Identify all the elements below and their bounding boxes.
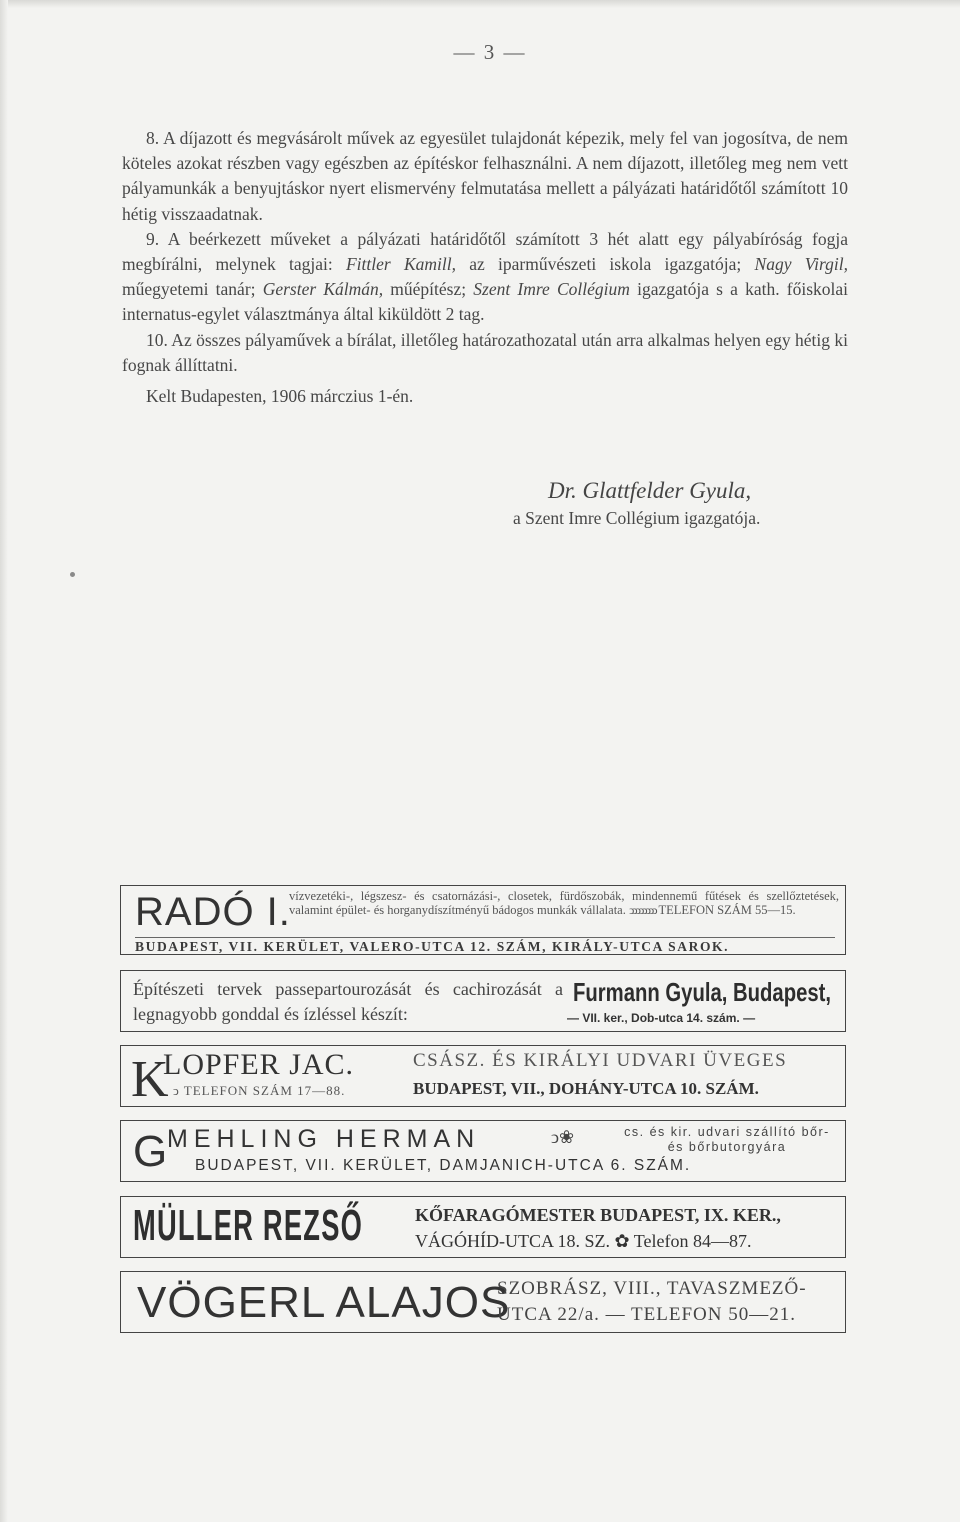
ad-vogerl	[120, 1271, 846, 1333]
collegium-name: Szent Imre Collégium	[473, 279, 630, 300]
page-number: — 3 —	[453, 40, 527, 64]
signature-name: Dr. Glattfelder Gyula,	[548, 478, 752, 503]
ad-furmann	[120, 970, 846, 1032]
rado-phone: TELEFON SZÁM 55—15.	[658, 903, 796, 917]
page-top-edge	[0, 0, 960, 8]
page-left-edge	[0, 0, 8, 1522]
ad-muller	[120, 1196, 846, 1258]
gmehling-name: MEHLING HERMAN	[167, 1125, 481, 1153]
ad-gmehling	[120, 1120, 846, 1182]
p9-text-a: 9. A beérkezett műveket a pályázati határidőtől számított 3 hét alatt egy pályabíróság fogja megbírálni, melynek tagjai:	[122, 228, 848, 275]
muller-name: MÜLLER REZSŐ	[133, 1201, 364, 1250]
ad-klopfer	[120, 1045, 846, 1107]
stray-ink-dot	[70, 572, 75, 577]
rado-description	[289, 889, 839, 917]
p9-text-d: műépítész;	[383, 279, 474, 300]
vogerl-address: UTCA 22/a. — TELEFON 50—21.	[497, 1304, 796, 1325]
juror-gerster: Gerster Kálmán,	[262, 279, 384, 300]
klopfer-phone: ↄ TELEFON SZÁM 17—88.	[173, 1083, 346, 1098]
swirl-ornament: ↄↄↄↄↄↄↄↄ	[628, 903, 656, 917]
signature-title: a Szent Imre Collégium igazgatója.	[513, 508, 761, 528]
p9-text-b: az iparművészeti iskola igazgatója;	[455, 254, 755, 275]
klopfer-name: LOPFER JAC.	[163, 1048, 355, 1081]
flourish-icon: ↄ❀	[551, 1127, 575, 1147]
p9-text-c: műegyetemi tanár;	[122, 279, 263, 300]
klopfer-initial: K	[131, 1051, 169, 1108]
juror-fittler: Fittler Kamill,	[345, 254, 456, 275]
furmann-name: Furmann Gyula, Budapest,	[573, 977, 832, 1007]
paragraph-10: 10. Az összes pályaművek a bírálat, illetőleg határozathozatal után arra alkalmas helyen egy hétig ki fognak állíttatni.	[122, 329, 848, 375]
vogerl-name: VÖGERL ALAJOS	[137, 1278, 511, 1327]
paragraph-8: 8. A díjazott és megvásárolt művek az egyesület tulajdonát képezik, mely fel van jogosítva, de nem köteles azokat részben vagy egészben az építéskor felhasználni. A nem díjazott, illetőleg meg nem vett pályamunkák a benyujtáskor nyert elismervény felmutatása mellett a pályázati határidőtől számított 10 hétig visszaadatnak.	[122, 128, 848, 224]
date-line: Kelt Budapesten, 1906 márczius 1-én.	[146, 386, 414, 407]
muller-address: VÁGÓHÍD-UTCA 18. SZ. ✿ Telefon 84—87.	[415, 1231, 752, 1251]
paragraph-9	[122, 227, 848, 328]
rado-services: vízvezetéki-, légszesz- és csatornázási-, closetek, fürdőszobák, mindennemű fűtések és szellőztetések, valamint épület- és horganydíszítményű bádogos munkák vállalata.	[289, 889, 839, 917]
klopfer-address: BUDAPEST, VII., DOHÁNY-UTCA 10. SZÁM.	[413, 1079, 759, 1098]
gmehling-address: BUDAPEST, VII. KERÜLET, DAMJANICH-UTCA 6. SZÁM.	[195, 1157, 692, 1174]
gmehling-initial: G	[133, 1127, 168, 1176]
juror-nagy: Nagy Virgil,	[754, 254, 848, 275]
klopfer-title: CSÁSZ. ÉS KIRÁLYI UDVARI ÜVEGES	[413, 1050, 788, 1071]
furmann-address: — VII. ker., Dob-utca 14. szám. —	[567, 1011, 756, 1025]
furmann-description: Építészeti tervek passepartourozását és cachirozását a legnagyobb gonddal és ízléssel készít:	[133, 979, 563, 1024]
rado-address: BUDAPEST, VII. KERÜLET, VALERO-UTCA 12. SZÁM, KIRÁLY-UTCA SAROK.	[135, 937, 835, 955]
document-body	[122, 126, 848, 409]
rado-name: RADÓ I.	[135, 890, 291, 934]
vogerl-trade: SZOBRÁSZ, VIII., TAVASZMEZŐ-	[497, 1278, 807, 1299]
p9-text-e: igazgatója s a kath. főiskolai internatus-egylet választmánya által kiküldött 2 tag.	[122, 279, 849, 325]
muller-trade: KŐFARAGÓMESTER BUDAPEST, IX. KER.,	[415, 1205, 781, 1225]
ad-rado	[120, 885, 846, 955]
gmehling-title: cs. és kir. udvari szállító bőr- és bőrbutorgyára	[624, 1125, 830, 1154]
